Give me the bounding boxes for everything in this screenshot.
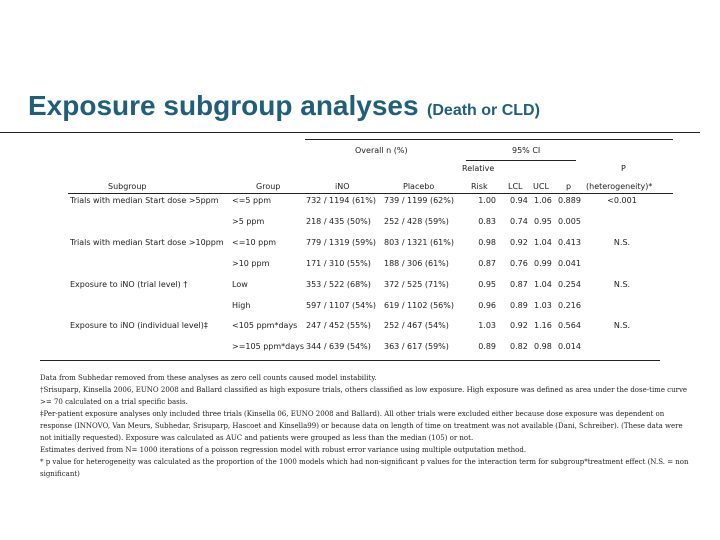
cell-subgroup: Exposure to iNO (individual level)‡: [70, 321, 208, 330]
cell-placebo: 252 / 428 (59%): [384, 217, 449, 226]
cell-placebo: 363 / 617 (59%): [384, 342, 449, 351]
cell-group: <105 ppm*days: [232, 321, 298, 330]
cell-heterogeneity: N.S.: [613, 321, 631, 330]
cell-placebo: 803 / 1321 (61%): [384, 238, 454, 247]
cell-ino: 218 / 435 (50%): [306, 217, 371, 226]
cell-lcl: 0.92: [510, 321, 528, 330]
title-rule: [0, 132, 700, 133]
footnote: †Srisuparp, Kinsella 2006, EUNO 2008 and Ballard classified as high exposure trials, others classified as low exposure. High exposure was defined as area under the dose-time curve >= 70 calculated on a trial specific basis.: [40, 386, 688, 406]
cell-risk: 1.03: [478, 321, 496, 330]
cell-ino: 779 / 1319 (59%): [306, 238, 376, 247]
cell-lcl: 0.92: [510, 238, 528, 247]
page-title: [28, 90, 540, 122]
cell-ino: 353 / 522 (68%): [306, 280, 371, 289]
cell-placebo: 619 / 1102 (56%): [384, 301, 454, 310]
title-subtitle: (Death or CLD): [427, 102, 540, 119]
cell-ucl: 1.06: [534, 196, 552, 205]
cell-risk: 0.95: [478, 280, 496, 289]
cell-ucl: 1.03: [534, 301, 552, 310]
header-risk: Risk: [471, 182, 488, 191]
header-ucl: UCL: [533, 182, 549, 191]
cell-ucl: 1.04: [534, 238, 552, 247]
cell-ino: 732 / 1194 (61%): [306, 196, 376, 205]
header-p: p: [566, 182, 572, 191]
footnotes: [40, 372, 690, 480]
cell-lcl: 0.74: [510, 217, 528, 226]
cell-lcl: 0.76: [510, 259, 528, 268]
cell-group: >5 ppm: [232, 217, 265, 226]
header-overall: Overall n (%): [355, 146, 408, 155]
cell-lcl: 0.82: [510, 342, 528, 351]
header-rule-overall: [305, 139, 673, 140]
cell-lcl: 0.94: [510, 196, 528, 205]
header-subgroup: Subgroup: [108, 182, 147, 191]
cell-p: 0.254: [558, 280, 581, 289]
cell-p: 0.005: [558, 217, 581, 226]
header-ci: 95% CI: [512, 146, 541, 155]
cell-group: High: [232, 301, 251, 310]
cell-ucl: 0.98: [534, 342, 552, 351]
header-placebo: Placebo: [403, 182, 435, 191]
cell-lcl: 0.89: [510, 301, 528, 310]
cell-group: <=10 ppm: [232, 238, 277, 247]
cell-p: 0.564: [558, 321, 581, 330]
cell-p: 0.413: [558, 238, 581, 247]
header-rule-bottom: [68, 193, 673, 194]
footnote: Estimates derived from N= 1000 iterations of a poisson regression model with robust error variance using multiple outputation method.: [40, 446, 527, 454]
cell-ino: 597 / 1107 (54%): [306, 301, 376, 310]
cell-group: >10 ppm: [232, 259, 270, 268]
cell-heterogeneity: N.S.: [613, 280, 631, 289]
title-main: Exposure subgroup analyses: [28, 90, 419, 121]
cell-ino: 344 / 639 (54%): [306, 342, 371, 351]
cell-subgroup: Exposure to iNO (trial level) †: [70, 280, 188, 289]
cell-p: 0.014: [558, 342, 581, 351]
cell-risk: 1.00: [478, 196, 496, 205]
cell-risk: 0.96: [478, 301, 496, 310]
cell-ucl: 0.95: [534, 217, 552, 226]
header-lcl: LCL: [508, 182, 523, 191]
cell-p: 0.041: [558, 259, 581, 268]
cell-group: <=5 ppm: [232, 196, 271, 205]
footnote: * p value for heterogeneity was calculated as the proportion of the 1000 models which had non-significant p values for the interaction term for subgroup*treatment effect (N.S. = non significant): [40, 458, 689, 478]
cell-placebo: 372 / 525 (71%): [384, 280, 449, 289]
cell-subgroup: Trials with median Start dose >5ppm: [70, 196, 219, 205]
footnote: Data from Subhedar removed from these analyses as zero cell counts caused model instability.: [40, 374, 377, 382]
cell-risk: 0.87: [478, 259, 496, 268]
cell-heterogeneity: <0.001: [607, 196, 637, 205]
cell-ucl: 0.99: [534, 259, 552, 268]
cell-subgroup: Trials with median Start dose >10ppm: [70, 238, 224, 247]
cell-heterogeneity: N.S.: [613, 238, 631, 247]
cell-group: Low: [232, 280, 248, 289]
cell-p: 0.889: [558, 196, 581, 205]
cell-lcl: 0.87: [510, 280, 528, 289]
cell-p: 0.216: [558, 301, 581, 310]
cell-ucl: 1.04: [534, 280, 552, 289]
cell-ino: 247 / 452 (55%): [306, 321, 371, 330]
cell-group: >=105 ppm*days: [232, 342, 305, 351]
header-rule-ci: [466, 160, 576, 161]
header-ino: iNO: [335, 182, 350, 191]
cell-placebo: 252 / 467 (54%): [384, 321, 449, 330]
table-bottom-rule: [40, 360, 660, 361]
cell-risk: 0.83: [478, 217, 496, 226]
cell-ino: 171 / 310 (55%): [306, 259, 371, 268]
header-p-top: P: [621, 164, 626, 173]
header-relative: Relative: [462, 164, 495, 173]
cell-placebo: 739 / 1199 (62%): [384, 196, 454, 205]
cell-risk: 0.89: [478, 342, 496, 351]
header-heterogeneity: (heterogeneity)*: [586, 182, 653, 191]
header-group: Group: [256, 182, 281, 191]
footnote: ‡Per-patient exposure analyses only included three trials (Kinsella 06, EUNO 2008 and Ballard). All other trials were excluded either because dose exposure was dependent on response (INNOVO, Van Meurs, Subhedar, Srisuparp, Hascoet and Kinsella99) or because data on length of time on treatment was not available (Dani, Schreiber). (These data were not initially requested). Exposure was calculated as AUC and patients were grouped as less than the median (105) or not.: [40, 410, 683, 442]
cell-ucl: 1.16: [534, 321, 552, 330]
cell-risk: 0.98: [478, 238, 496, 247]
cell-placebo: 188 / 306 (61%): [384, 259, 449, 268]
